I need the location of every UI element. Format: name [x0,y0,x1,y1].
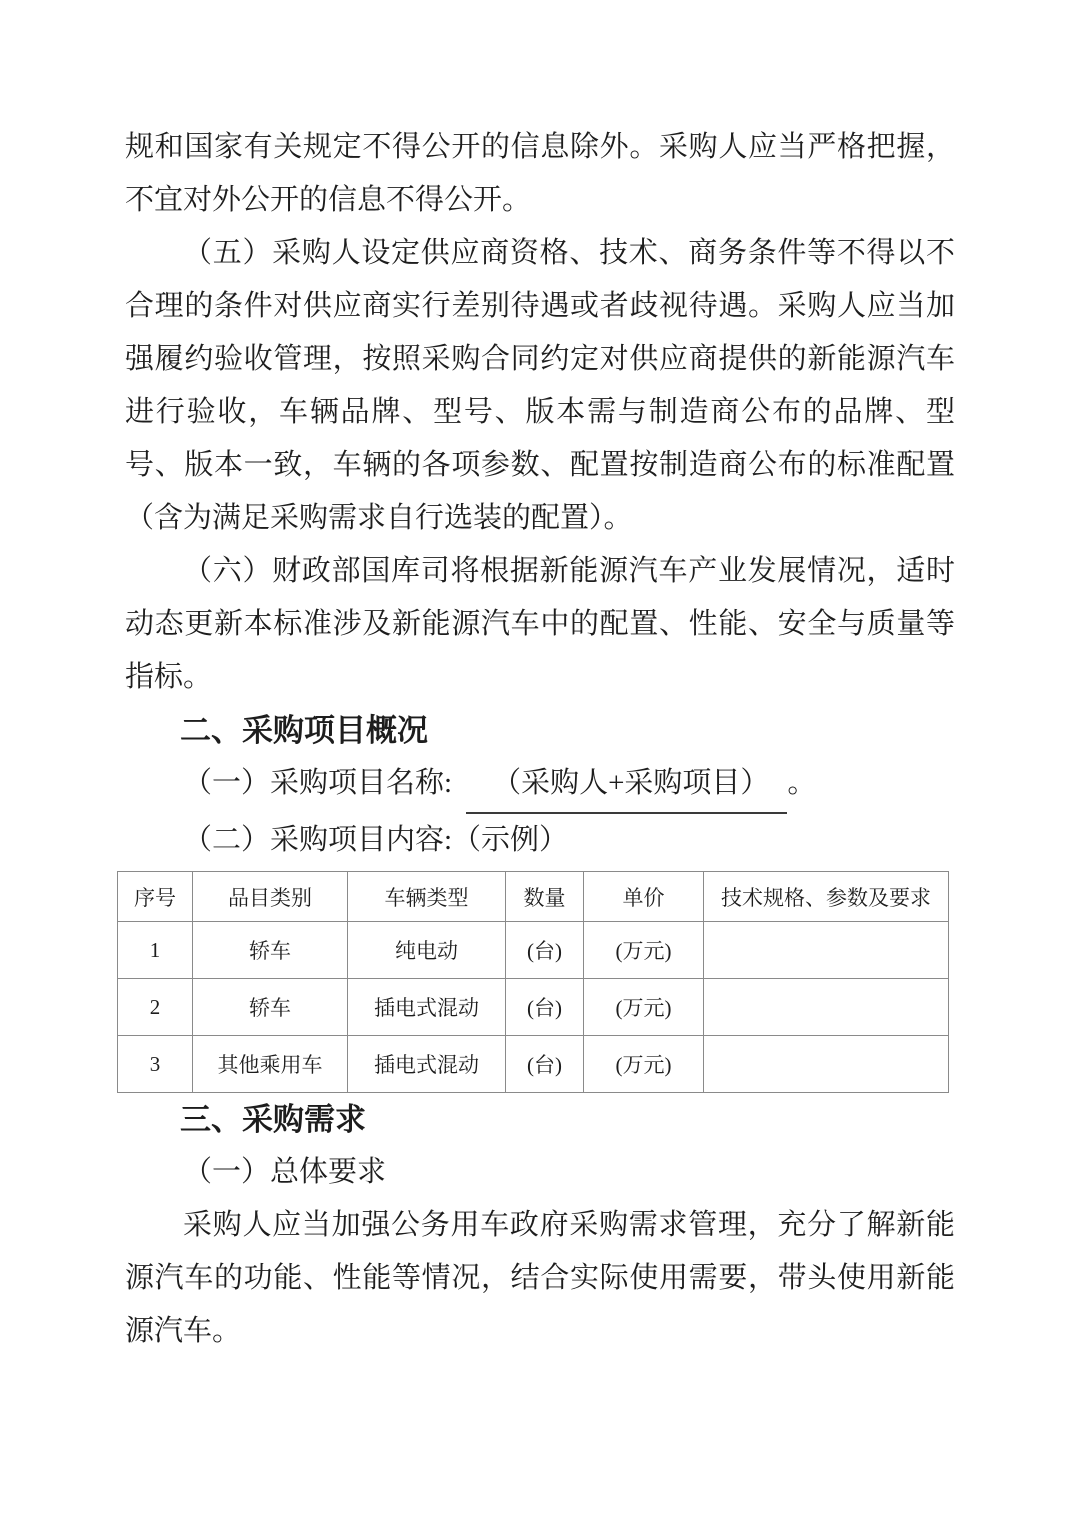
procurement-name-suffix: 。 [787,767,817,799]
table-cell: 插电式混动 [348,979,506,1036]
table-cell: (万元) [584,922,704,979]
body-paragraph-2: （五）采购人设定供应商资格、技术、商务条件等不得以不合理的条件对供应商实行差别待遇或者歧视待遇。采购人应当加强履约验收管理，按照采购合同约定对供应商提供的新能源汽车进行验收，车辆品牌、型号、版本需与制造商公布的品牌、型号、版本一致，车辆的各项参数、配置按制造商公布的标准配置（含为满足采购需求自行选装的配置）。 [125,237,955,534]
document-content [125,121,955,1358]
table-row [118,1036,949,1093]
table-cell: (台) [506,922,584,979]
table-header-cell: 序号 [118,872,193,922]
table-cell: (台) [506,979,584,1036]
table-cell [704,922,949,979]
procurement-content-line: （二）采购项目内容:（示例） [183,824,569,856]
table-cell: 3 [118,1036,193,1093]
table-header-cell: 单价 [584,872,704,922]
section3-paragraph: 采购人应当加强公务用车政府采购需求管理，充分了解新能源汽车的功能、性能等情况，结合实际使用需要，带头使用新能源汽车。 [125,1209,955,1347]
table-header-cell: 车辆类型 [348,872,506,922]
table-cell: 轿车 [193,922,348,979]
table-cell: 插电式混动 [348,1036,506,1093]
table-header-row [118,872,949,922]
overall-requirements-subheading: （一）总体要求 [183,1156,387,1188]
table-cell [704,979,949,1036]
blank-underline: （采购人+采购项目） [466,757,787,814]
table-cell [704,1036,949,1093]
table-cell: 纯电动 [348,922,506,979]
table-row [118,922,949,979]
table-header-cell: 数量 [506,872,584,922]
table-cell: 2 [118,979,193,1036]
project-table [117,871,949,1093]
table-cell: (台) [506,1036,584,1093]
table-header-cell: 技术规格、参数及要求 [704,872,949,922]
table-cell: 1 [118,922,193,979]
body-paragraph-1: 规和国家有关规定不得公开的信息除外。采购人应当严格把握，不宜对外公开的信息不得公开。 [125,131,955,216]
body-paragraph-3: （六）财政部国库司将根据新能源汽车产业发展情况，适时动态更新本标准涉及新能源汽车中的配置、性能、安全与质量等指标。 [125,555,955,693]
table-cell: (万元) [584,1036,704,1093]
procurement-name-line [125,757,955,814]
section3-heading: 三、采购需求 [180,1102,366,1137]
table-cell: (万元) [584,979,704,1036]
procurement-name-label: （一）采购项目名称: [183,767,453,799]
table-row [118,979,949,1036]
table-cell: 轿车 [193,979,348,1036]
section2-heading: 二、采购项目概况 [180,713,428,748]
table-cell: 其他乘用车 [193,1036,348,1093]
table-header-cell: 品目类别 [193,872,348,922]
